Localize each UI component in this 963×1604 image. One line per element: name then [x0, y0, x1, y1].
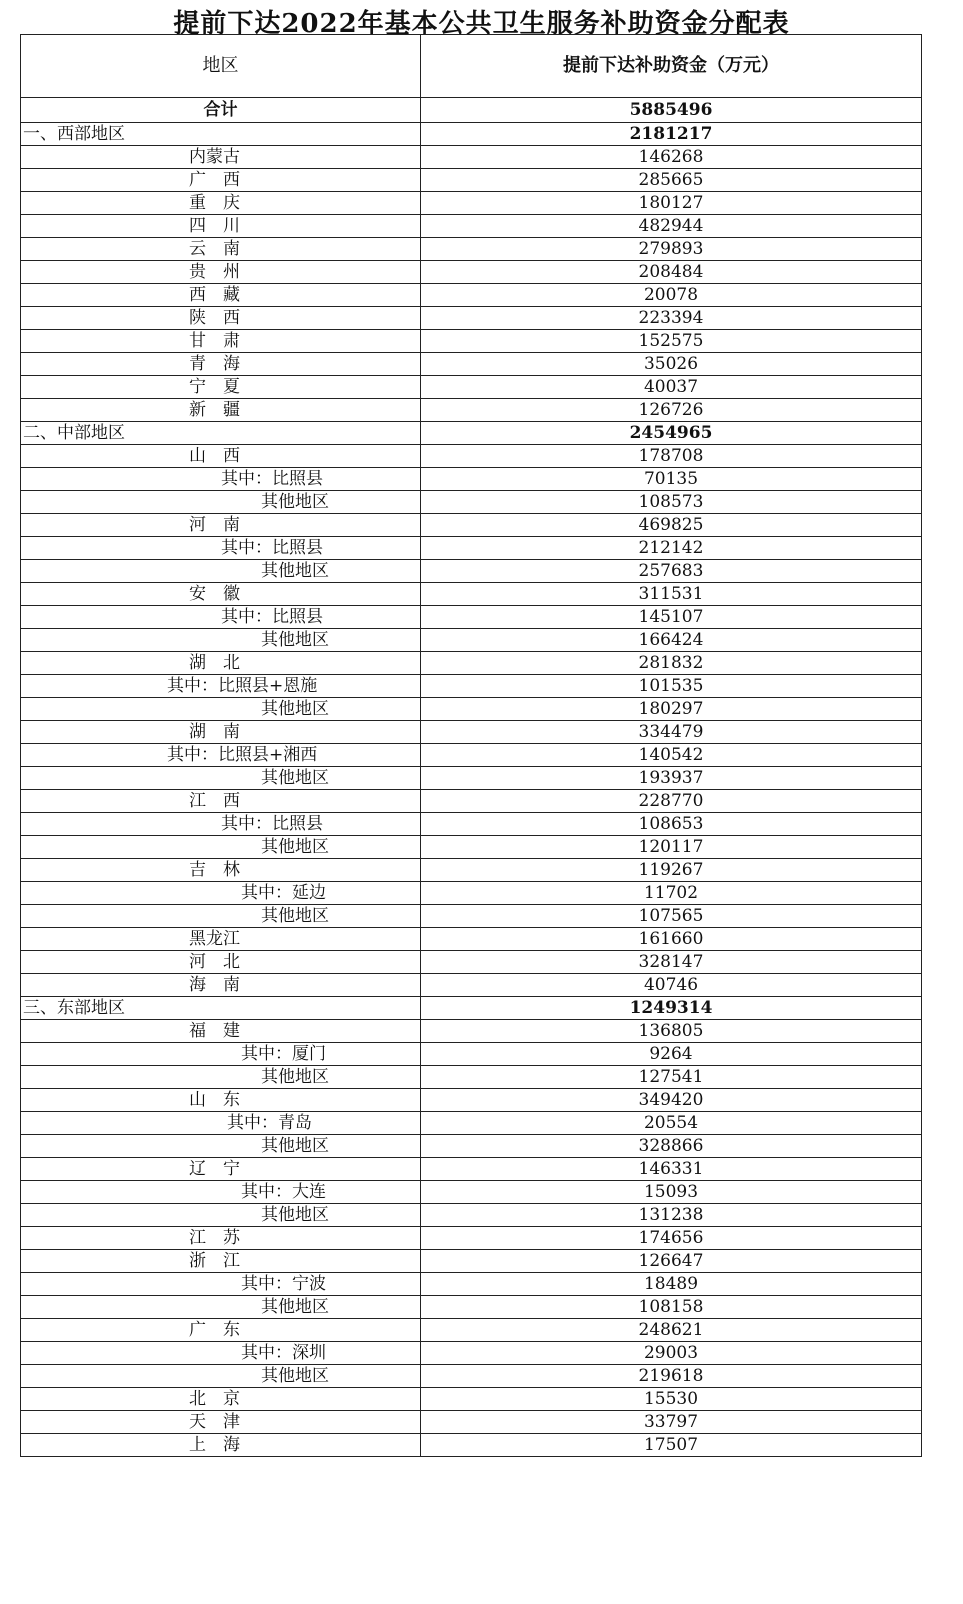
- region-name-cell: 其中：比照县: [21, 468, 421, 491]
- table-row: [21, 675, 922, 698]
- amount-cell: 29003: [421, 1342, 922, 1365]
- region-name-cell: 天 津: [21, 1411, 421, 1434]
- region-group-row: [21, 422, 922, 445]
- region-name-cell: 其他地区: [21, 560, 421, 583]
- amount-cell: 166424: [421, 629, 922, 652]
- region-name-cell: 河 北: [21, 951, 421, 974]
- table-row: [21, 583, 922, 606]
- region-name-cell: 重 庆: [21, 192, 421, 215]
- table-row: [21, 859, 922, 882]
- amount-cell: 40746: [421, 974, 922, 997]
- amount-cell: 208484: [421, 261, 922, 284]
- amount-cell: 145107: [421, 606, 922, 629]
- region-name-cell: 其中：深圳: [21, 1342, 421, 1365]
- table-row: [21, 330, 922, 353]
- amount-cell: 20078: [421, 284, 922, 307]
- region-name-cell: 北 京: [21, 1388, 421, 1411]
- table-row: [21, 1434, 922, 1457]
- region-name-cell: 其他地区: [21, 1296, 421, 1319]
- region-name-cell: 其他地区: [21, 491, 421, 514]
- table-row: [21, 284, 922, 307]
- amount-cell: 9264: [421, 1043, 922, 1066]
- table-row: [21, 399, 922, 422]
- table-row: [21, 491, 922, 514]
- amount-cell: 328147: [421, 951, 922, 974]
- amount-cell: 193937: [421, 767, 922, 790]
- region-name-cell: 西 藏: [21, 284, 421, 307]
- amount-cell: 108158: [421, 1296, 922, 1319]
- amount-cell: 17507: [421, 1434, 922, 1457]
- region-name-cell: 吉 林: [21, 859, 421, 882]
- total-row: [21, 98, 922, 123]
- region-name-cell: 江 苏: [21, 1227, 421, 1250]
- amount-cell: 281832: [421, 652, 922, 675]
- table-row: [21, 1319, 922, 1342]
- table-row: [21, 1411, 922, 1434]
- amount-cell: 127541: [421, 1066, 922, 1089]
- region-group-row: [21, 997, 922, 1020]
- amount-cell: 40037: [421, 376, 922, 399]
- amount-cell: 126647: [421, 1250, 922, 1273]
- amount-cell: 180297: [421, 698, 922, 721]
- region-name-cell: 陕 西: [21, 307, 421, 330]
- region-name-cell: 山 东: [21, 1089, 421, 1112]
- table-row: [21, 928, 922, 951]
- table-row: [21, 1158, 922, 1181]
- region-name-cell: 其中：比照县: [21, 537, 421, 560]
- amount-cell: 140542: [421, 744, 922, 767]
- table-row: [21, 813, 922, 836]
- table-row: [21, 1066, 922, 1089]
- table-row: [21, 1388, 922, 1411]
- amount-cell: 178708: [421, 445, 922, 468]
- table-row: [21, 1135, 922, 1158]
- amount-cell: 35026: [421, 353, 922, 376]
- table-row: [21, 192, 922, 215]
- amount-cell: 146268: [421, 146, 922, 169]
- amount-cell: 334479: [421, 721, 922, 744]
- table-row: [21, 606, 922, 629]
- amount-cell: 101535: [421, 675, 922, 698]
- region-name-cell: 福 建: [21, 1020, 421, 1043]
- region-column-header: 地区: [21, 35, 421, 98]
- region-name-cell: 海 南: [21, 974, 421, 997]
- table-row: [21, 721, 922, 744]
- table-row: [21, 1296, 922, 1319]
- amount-cell: 136805: [421, 1020, 922, 1043]
- table-row: [21, 1204, 922, 1227]
- document-title: 提前下达2022年基本公共卫生服务补助资金分配表: [173, 9, 790, 39]
- region-name-cell: 安 徽: [21, 583, 421, 606]
- table-row: [21, 974, 922, 997]
- region-name-cell: 广 西: [21, 169, 421, 192]
- amount-cell: 285665: [421, 169, 922, 192]
- table-row: [21, 261, 922, 284]
- amount-cell: 212142: [421, 537, 922, 560]
- region-name-cell: 其中：大连: [21, 1181, 421, 1204]
- region-name-cell: 河 南: [21, 514, 421, 537]
- region-name-cell: 新 疆: [21, 399, 421, 422]
- amount-cell: 349420: [421, 1089, 922, 1112]
- amount-cell: 131238: [421, 1204, 922, 1227]
- table-row: [21, 1181, 922, 1204]
- region-name-cell: 其他地区: [21, 905, 421, 928]
- amount-cell: 328866: [421, 1135, 922, 1158]
- amount-cell: 311531: [421, 583, 922, 606]
- amount-column-header: 提前下达补助资金（万元）: [421, 35, 922, 98]
- table-row: [21, 1227, 922, 1250]
- amount-cell: 146331: [421, 1158, 922, 1181]
- amount-cell: 15530: [421, 1388, 922, 1411]
- table-row: [21, 767, 922, 790]
- amount-cell: 119267: [421, 859, 922, 882]
- table-row: [21, 1043, 922, 1066]
- region-name-cell: 其中：比照县: [21, 606, 421, 629]
- region-name-cell: 其中：延边: [21, 882, 421, 905]
- table-row: [21, 1112, 922, 1135]
- region-name-cell: 湖 南: [21, 721, 421, 744]
- table-row: [21, 468, 922, 491]
- amount-cell: 469825: [421, 514, 922, 537]
- region-name-cell: 其他地区: [21, 836, 421, 859]
- table-row: [21, 1365, 922, 1388]
- region-name-cell: 青 海: [21, 353, 421, 376]
- table-row: [21, 790, 922, 813]
- table-row: [21, 307, 922, 330]
- amount-cell: 107565: [421, 905, 922, 928]
- amount-cell: 5885496: [421, 98, 922, 123]
- region-name-cell: 一、西部地区: [21, 123, 421, 146]
- region-name-cell: 湖 北: [21, 652, 421, 675]
- region-name-cell: 辽 宁: [21, 1158, 421, 1181]
- region-name-cell: 江 西: [21, 790, 421, 813]
- amount-cell: 219618: [421, 1365, 922, 1388]
- table-row: [21, 882, 922, 905]
- region-name-cell: 甘 肃: [21, 330, 421, 353]
- amount-cell: 2181217: [421, 123, 922, 146]
- region-name-cell: 宁 夏: [21, 376, 421, 399]
- region-name-cell: 其他地区: [21, 698, 421, 721]
- region-name-cell: 贵 州: [21, 261, 421, 284]
- amount-cell: 18489: [421, 1273, 922, 1296]
- amount-cell: 248621: [421, 1319, 922, 1342]
- table-row: [21, 698, 922, 721]
- table-row: [21, 514, 922, 537]
- region-name-cell: 其他地区: [21, 1365, 421, 1388]
- table-row: [21, 537, 922, 560]
- amount-cell: 15093: [421, 1181, 922, 1204]
- region-name-cell: 广 东: [21, 1319, 421, 1342]
- region-name-cell: 其中：厦门: [21, 1043, 421, 1066]
- table-row: [21, 215, 922, 238]
- amount-cell: 126726: [421, 399, 922, 422]
- region-name-cell: 其中：青岛: [21, 1112, 421, 1135]
- table-row: [21, 169, 922, 192]
- amount-cell: 120117: [421, 836, 922, 859]
- table-row: [21, 629, 922, 652]
- table-row: [21, 560, 922, 583]
- region-group-row: [21, 123, 922, 146]
- amount-cell: 33797: [421, 1411, 922, 1434]
- amount-cell: 11702: [421, 882, 922, 905]
- amount-cell: 161660: [421, 928, 922, 951]
- amount-cell: 1249314: [421, 997, 922, 1020]
- region-name-cell: 其中：比照县+湘西: [21, 744, 421, 767]
- table-row: [21, 1342, 922, 1365]
- region-name-cell: 三、东部地区: [21, 997, 421, 1020]
- amount-cell: 20554: [421, 1112, 922, 1135]
- table-row: [21, 1089, 922, 1112]
- region-name-cell: 内蒙古: [21, 146, 421, 169]
- table-row: [21, 744, 922, 767]
- amount-cell: 180127: [421, 192, 922, 215]
- amount-cell: 223394: [421, 307, 922, 330]
- table-row: [21, 1020, 922, 1043]
- table-row: [21, 146, 922, 169]
- table-header-row: [21, 35, 922, 98]
- table-row: [21, 1250, 922, 1273]
- amount-cell: 228770: [421, 790, 922, 813]
- region-name-cell: 浙 江: [21, 1250, 421, 1273]
- region-name-cell: 其他地区: [21, 1066, 421, 1089]
- region-name-cell: 其中：比照县+恩施: [21, 675, 421, 698]
- amount-cell: 152575: [421, 330, 922, 353]
- amount-cell: 70135: [421, 468, 922, 491]
- region-name-cell: 其中：比照县: [21, 813, 421, 836]
- amount-cell: 2454965: [421, 422, 922, 445]
- amount-cell: 108573: [421, 491, 922, 514]
- amount-cell: 279893: [421, 238, 922, 261]
- region-name-cell: 山 西: [21, 445, 421, 468]
- table-row: [21, 445, 922, 468]
- table-row: [21, 238, 922, 261]
- table-row: [21, 905, 922, 928]
- region-name-cell: 其他地区: [21, 1135, 421, 1158]
- table-row: [21, 652, 922, 675]
- table-row: [21, 376, 922, 399]
- amount-cell: 108653: [421, 813, 922, 836]
- amount-cell: 482944: [421, 215, 922, 238]
- region-name-cell: 合计: [21, 98, 421, 123]
- region-name-cell: 二、中部地区: [21, 422, 421, 445]
- region-name-cell: 云 南: [21, 238, 421, 261]
- table-row: [21, 1273, 922, 1296]
- region-name-cell: 其中：宁波: [21, 1273, 421, 1296]
- region-name-cell: 其他地区: [21, 767, 421, 790]
- table-row: [21, 836, 922, 859]
- region-name-cell: 黑龙江: [21, 928, 421, 951]
- region-name-cell: 四 川: [21, 215, 421, 238]
- amount-cell: 257683: [421, 560, 922, 583]
- table-row: [21, 353, 922, 376]
- region-name-cell: 其他地区: [21, 629, 421, 652]
- allocation-table: [20, 34, 922, 1457]
- table-body: [21, 35, 922, 1457]
- region-name-cell: 其他地区: [21, 1204, 421, 1227]
- region-name-cell: 上 海: [21, 1434, 421, 1457]
- amount-cell: 174656: [421, 1227, 922, 1250]
- table-row: [21, 951, 922, 974]
